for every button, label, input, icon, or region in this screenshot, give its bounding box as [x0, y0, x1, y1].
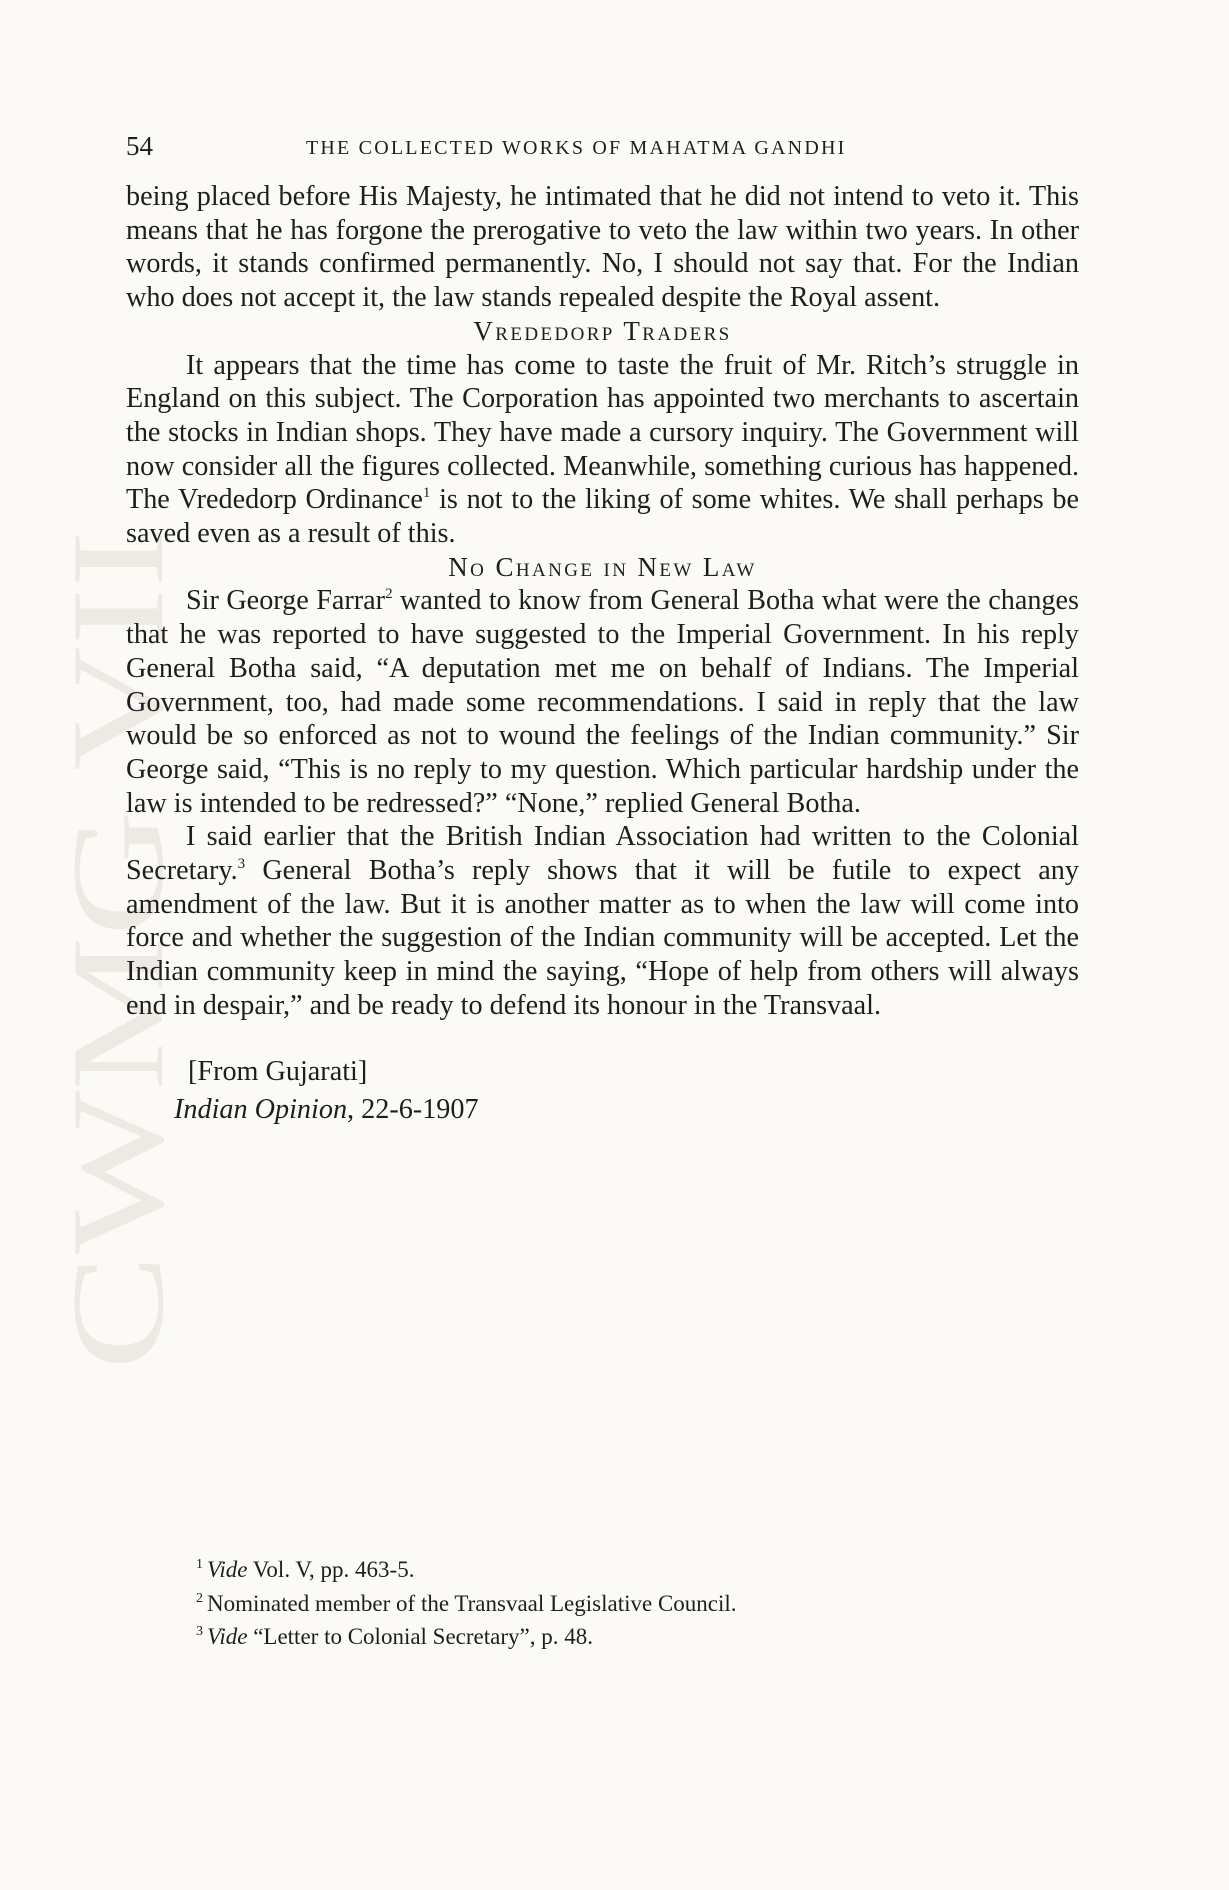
footnote-2: [196, 1587, 1056, 1621]
footnote-1: [196, 1553, 1056, 1587]
paragraph-text: is not to the liking of some whites. We shall perhaps be saved even as a result of this.: [126, 484, 1079, 550]
body-text: [126, 180, 1079, 1129]
source-citation: [126, 1053, 1079, 1129]
paragraph-vrededorp: [126, 349, 1079, 551]
footnote-italic: Vide: [207, 1557, 248, 1582]
footnote-3: [196, 1620, 1056, 1654]
publication-date: , 22-6-1907: [347, 1093, 479, 1125]
footnote-number: 2: [196, 1590, 203, 1606]
source-publication: [174, 1091, 1079, 1129]
footnote-text: “Letter to Colonial Secretary”, p. 48.: [247, 1624, 593, 1649]
footnotes: [196, 1553, 1056, 1654]
section-heading-vrededorp: Vrededorp Traders: [473, 315, 732, 346]
page-number: 54: [126, 131, 153, 161]
paragraph-text: It appears that the time has come to taste the fruit of Mr. Ritch’s struggle in England on this subject. The Corporation has appointed two merchants to ascertain the stocks in Indian shops. They have made a cursory inquiry. The Government will now consider all the figures collected. Meanwhile, something curious has happened. The Vrededorp Ordinance: [126, 349, 1079, 516]
source-language: [From Gujarati]: [188, 1055, 368, 1087]
footnote-ref-2[interactable]: 2: [385, 586, 393, 603]
footnote-text: Vol. V, pp. 463-5.: [247, 1557, 415, 1582]
watermark-text: CWMG VII: [62, 730, 191, 1370]
footnote-ref-1[interactable]: 1: [422, 485, 431, 502]
publication-title: Indian Opinion: [174, 1093, 348, 1125]
paragraph-farrar: [126, 584, 1079, 820]
footnote-number: 1: [196, 1557, 203, 1572]
paragraph-text: Sir George Farrar: [186, 585, 386, 617]
running-title: THE COLLECTED WORKS OF MAHATMA GANDHI: [306, 137, 847, 159]
footnote-ref-3[interactable]: 3: [237, 856, 246, 873]
footnote-text: Nominated member of the Transvaal Legislative Council.: [207, 1590, 737, 1616]
running-header: [126, 131, 1079, 167]
footnote-number: 3: [196, 1624, 203, 1639]
paragraph-text: wanted to know from General Botha what were the changes that he was reported to have suggested to the Imperial Government. In his reply General Botha said, “A deputation met me on behalf of Indians. The Imperial Government, too, had made some recommendations. I said in reply that the law would be so enforced as not to wound the feelings of the Indian community.” Sir George said, “This is no reply to my question. Which particular hardship under the law is intended to be redressed?” “None,” replied General Botha.: [126, 585, 1079, 819]
paragraph-association: [126, 820, 1079, 1022]
paragraph-continued: being placed before His Majesty, he intimated that he did not intend to veto it. This means that he has forgone the prerogative to veto the law within two years. In other words, it stands confirmed permanently. No, I should not say that. For the Indian who does not accept it, the law stands repealed despite the Royal assent.: [126, 181, 1079, 314]
paragraph-text: I said earlier that the British Indian Association had written to the Colonial Secretary.: [126, 821, 1079, 887]
section-heading-no-change: No Change in New Law: [448, 551, 757, 582]
footnote-italic: Vide: [207, 1624, 248, 1649]
paragraph-text: General Botha’s reply shows that it will be futile to expect any amendment of the law. But it is another matter as to when the law will come into force and whether the suggestion of the Indian community will be accepted. Let the Indian community keep in mind the saying, “Hope of help from others will always end in despair,” and be ready to defend its honour in the Transvaal.: [126, 855, 1079, 1021]
